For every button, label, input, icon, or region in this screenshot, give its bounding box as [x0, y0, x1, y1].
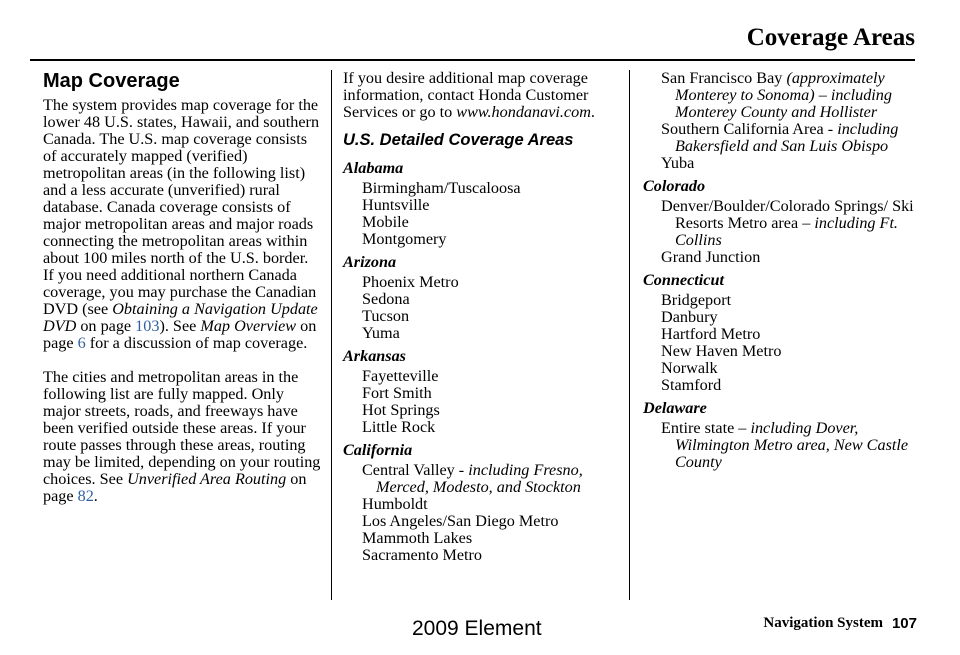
intro-paragraph-1 [43, 97, 323, 352]
text: on page [76, 317, 136, 335]
state-name-colorado: Colorado [643, 177, 706, 195]
city-item: New Haven Metro [661, 342, 782, 360]
page-title: Coverage Areas [746, 24, 915, 51]
text: . [590, 103, 595, 121]
page-link-82[interactable]: 82 [77, 487, 94, 505]
title-rule [30, 59, 915, 61]
text: Southern California Area - [661, 120, 838, 138]
page-number: 107 [891, 615, 917, 632]
city-item: Little Rock [362, 418, 436, 436]
state-name-connecticut: Connecticut [643, 271, 724, 289]
city-note: including Dover, Wilmington Metro area, New Castle County [675, 419, 909, 471]
city-item: Huntsville [362, 196, 430, 214]
text: on page [43, 470, 307, 505]
city-item: Los Angeles/San Diego Metro [362, 512, 559, 530]
city-item: Fayetteville [362, 367, 439, 385]
text: The system provides map coverage for the lower 48 U.S. states, Hawaii, and southern Canada. The U.S. map coverage consists of accurately mapped (verified) metropolitan areas (in the following list) and a less accurate (unverified) rural database. Canada coverage consists of major metropolitan areas and major roads connecting the metropolitan areas within about 100 miles north of the U.S. border. If you need additional northern Canada coverage, you may purchase the Canadian DVD (see [43, 96, 320, 318]
city-item [643, 420, 923, 471]
city-note: including Fresno, Merced, Modesto, and Stockton [376, 461, 583, 496]
text: ). See [159, 317, 201, 335]
city-item [643, 121, 923, 155]
city-item: Hartford Metro [661, 325, 761, 343]
text: Denver/Boulder/Colorado Springs/ Ski Resorts Metro area – [661, 197, 914, 232]
city-item: Phoenix Metro [362, 273, 459, 291]
city-note: including Bakersfield and San Luis Obispo [675, 120, 899, 155]
text: Entire state – [661, 419, 751, 437]
column-divider [331, 70, 332, 600]
text: The cities and metropolitan areas in the following list are fully mapped. Only major streets, roads, and freeways have been verified outside these areas. If your route passes through these areas, routing may be limited, depending on your routing choices. See [43, 368, 321, 488]
more-info-paragraph [343, 70, 623, 121]
text: If you desire additional map coverage information, contact Honda Customer Services or go to [343, 69, 589, 121]
city-item: Montgomery [362, 230, 447, 248]
city-item: Fort Smith [362, 384, 432, 402]
city-item: Stamford [661, 376, 722, 394]
city-item: Sacramento Metro [362, 546, 483, 564]
state-name-alabama: Alabama [343, 159, 404, 177]
column-3 [643, 70, 923, 471]
page-link-103[interactable]: 103 [135, 317, 160, 335]
text: . [93, 487, 98, 505]
city-item: Yuba [661, 154, 695, 172]
footer-label: Navigation System [763, 615, 883, 631]
text: San Francisco Bay [661, 69, 787, 87]
text: for a discussion of map coverage. [85, 334, 308, 352]
city-item: Tucson [362, 307, 410, 325]
city-item: Grand Junction [661, 248, 761, 266]
column-divider [629, 70, 630, 600]
watermark-text: 2009 Element [412, 617, 542, 640]
column-1 [43, 70, 323, 505]
state-name-arkansas: Arkansas [343, 347, 406, 365]
city-item [343, 462, 623, 496]
state-name-arizona: Arizona [343, 253, 397, 271]
city-item: Norwalk [661, 359, 718, 377]
intro-paragraph-2 [43, 369, 323, 505]
city-item [643, 198, 923, 249]
text: Central Valley - [362, 461, 469, 479]
city-item: Humboldt [362, 495, 428, 513]
ref-map-overview: Map Overview [200, 317, 297, 335]
column-2 [343, 70, 623, 564]
city-item [643, 70, 923, 121]
city-note: including Ft. Collins [675, 214, 898, 249]
city-item: Mobile [362, 213, 409, 231]
state-name-delaware: Delaware [643, 399, 707, 417]
text: on page [43, 317, 317, 352]
city-item: Birmingham/Tuscaloosa [362, 179, 521, 197]
ref-unverified-area-routing: Unverified Area Routing [127, 470, 287, 488]
city-item: Mammoth Lakes [362, 529, 473, 547]
city-item: Sedona [362, 290, 410, 308]
page-link-6[interactable]: 6 [77, 334, 86, 352]
city-item: Hot Springs [362, 401, 440, 419]
city-item: Danbury [661, 308, 718, 326]
section-heading-map-coverage: Map Coverage [43, 70, 180, 92]
city-item: Bridgeport [661, 291, 732, 309]
section-heading-detailed-coverage: U.S. Detailed Coverage Areas [343, 131, 574, 149]
ref-obtaining-update-dvd: Obtaining a Navigation Update DVD [43, 300, 318, 335]
state-name-california: California [343, 441, 413, 459]
website-url: www.hondanavi.com [456, 103, 591, 121]
city-item: Yuma [362, 324, 400, 342]
city-note: (approximately Monterey to Sonoma) – including Monterey County and Hollister [675, 69, 892, 121]
